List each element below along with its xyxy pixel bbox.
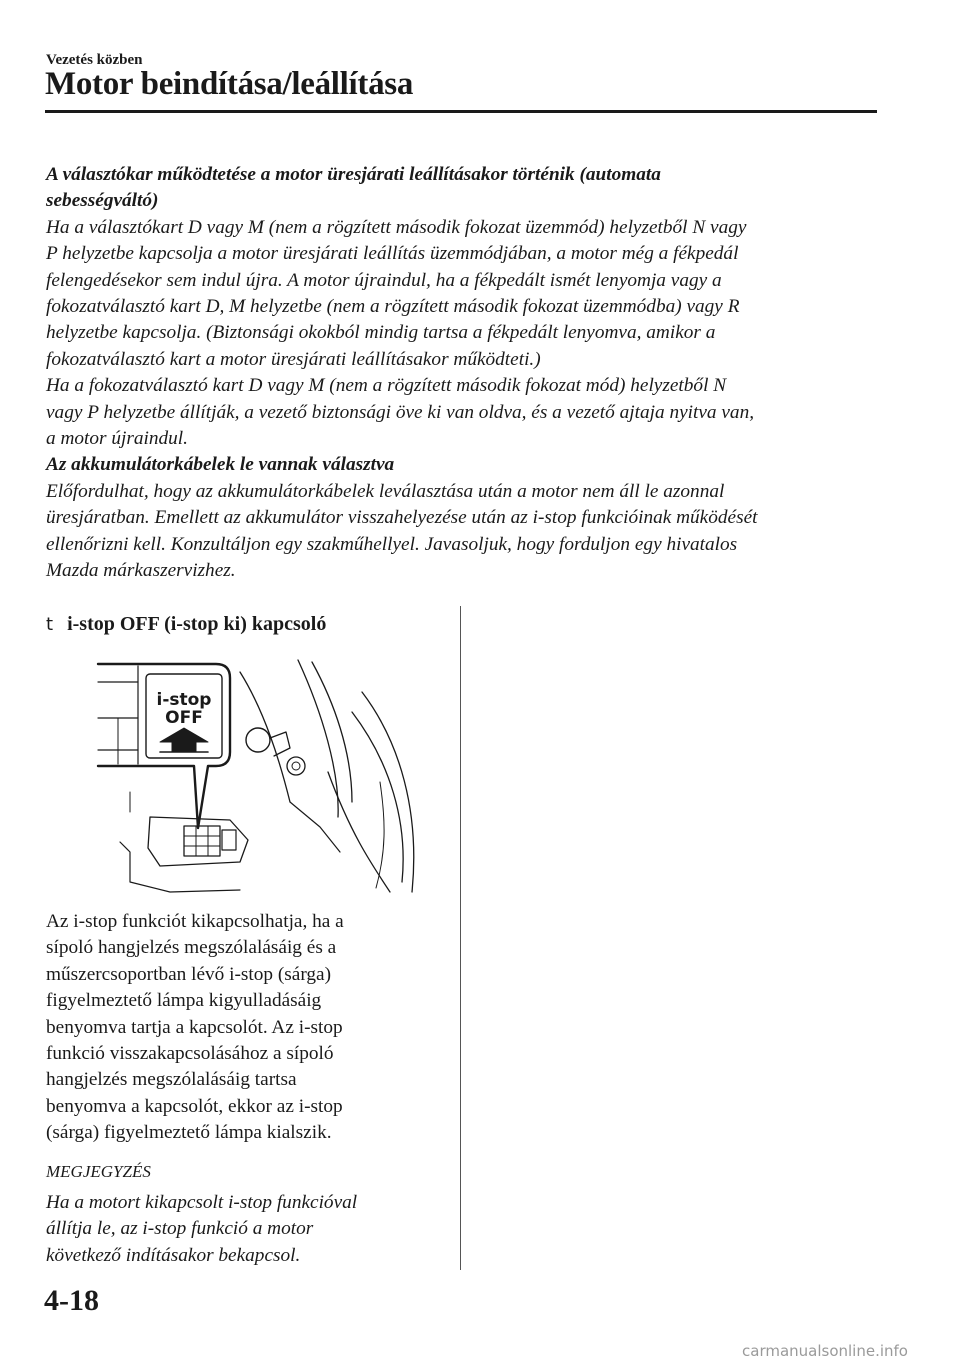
subsection-heading-battery: Az akkumulátorkábelek le vannak választva — [46, 454, 395, 476]
section-marker-icon: t — [46, 614, 54, 635]
paragraph-selector-lever: Ha a választókart D vagy M (nem a rögzített második fokozat üzemmód) helyzetből N vagy P helyzetbe kapcsolja a motor üresjárati leállítás üzemmódjában, a motor még a fékpedál felengedésekor sem indul újra. A motor újraindul, ha a fékpedált ismét lenyomja vagy a fokozatválasztó kart D, M helyzetbe (nem a rögzített második fokozat üzemmódba) vagy R helyzetbe kapcsolja. (Biztonsági okokból mindig tartsa a fékpedált lenyomva, amikor a fokozatválasztó kart a motor üresjárati leállításakor működteti.) — [46, 216, 747, 370]
page-title: Motor beindítása/leállítása — [45, 66, 414, 102]
illustration-button-line1: i-stop — [156, 690, 212, 710]
column-divider — [460, 606, 461, 1270]
note-label: MEGJEGYZÉS — [46, 1162, 151, 1181]
paragraph-seatbelt-door: Ha a fokozatválasztó kart D vagy M (nem a rögzített második fokozat mód) helyzetből N vagy P helyzetbe állítják, a vezető biztonsági öve ki van oldva, és a vezető ajtaja nyitva van, a motor újraindul. — [46, 375, 755, 450]
page-number: 4-18 — [44, 1284, 99, 1317]
watermark: carmanualsonline.info — [742, 1342, 908, 1360]
section-heading — [46, 613, 326, 636]
header-section-label: Vezetés közben — [46, 52, 143, 68]
header-rule — [45, 110, 877, 113]
top-text-block — [46, 162, 896, 585]
section-body-text: Az i-stop funkciót kikapcsolhatja, ha a sípoló hangjelzés megszólalásáig és a műszercsoportban lévő i-stop (sárga) figyelmeztető lámpa kigyulladásáig benyomva tartja a kapcsolót. Az i-stop funkció visszakapcsolásához a sípoló hangjelzés megszólalásáig tartsa benyomva a kapcsolót, ekkor az i-stop (sárga) figyelmeztető lámpa kialszik. — [46, 911, 344, 1144]
illustration-button-line2: OFF — [165, 708, 203, 728]
subsection-heading-selector-lever: A választókar működtetése a motor üresjárati leállításakor történik (automata sebességváltó) — [46, 164, 661, 212]
istop-switch-illustration — [90, 652, 420, 902]
section-title: i-stop OFF (i-stop ki) kapcsoló — [67, 613, 327, 635]
paragraph-battery: Előfordulhat, hogy az akkumulátorkábelek leválasztása után a motor nem áll le azonnal üresjáratban. Emellett az akkumulátor visszahelyezése után az i-stop funkcióinak működését ellenőrizni kell. Konzultáljon egy szakműhellyel. Javasoljuk, hogy forduljon egy hivatalos Mazda márkaszervizhez. — [46, 480, 758, 582]
note-text: Ha a motort kikapcsolt i-stop funkcióval állítja le, az i-stop funkció a motor következő indításakor bekapcsol. — [46, 1192, 358, 1266]
